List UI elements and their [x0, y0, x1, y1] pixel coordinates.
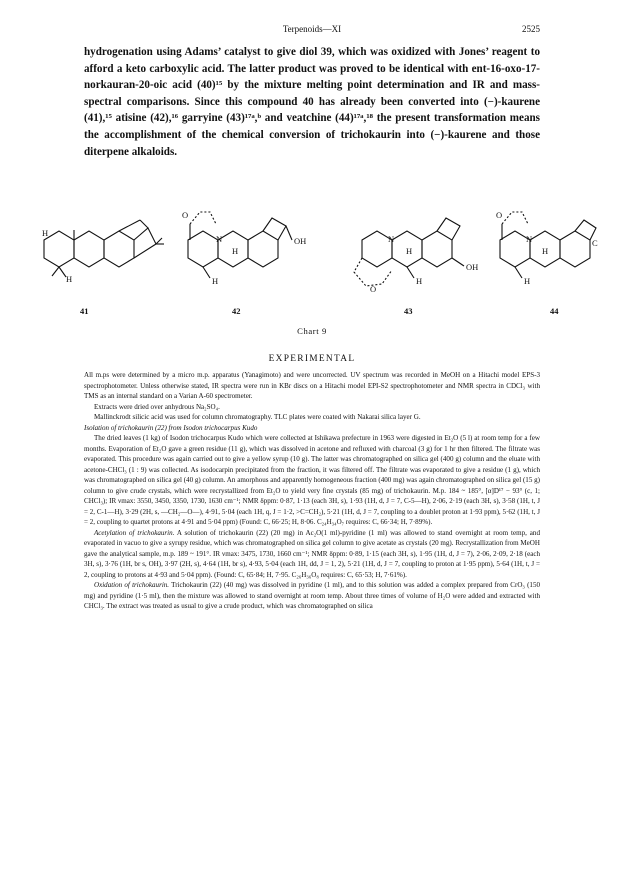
exp-paragraph-text: A solution of trichokaurin (22) (20 mg) in Ac₂O(1 ml)-pyridine (1 ml) was allowed to stand overnight at room temp, and evaporated in vacuo to give a syrupy residue, which was chromatographed on silica gel column to give acetate as crystals (20 mg). Recrystallization from MeOH gave the analytical sample, m.p. 189 ~ 191°. IR νmax: 3475, 1730, 1660 cm⁻¹; NMR δppm: 0·89, 1·15 (each 3H, s), 1·95 (1H, d, J = 7), 2·06, 2·09, 2·18 (each 3H, s), 3·76 (1H, br s, OH), 3·97 (2H, s), 4·64 (1H, br s), 4·93, 5·04 (each 1H, dd, J = 1, 2), 5·21 (1H, d, J = 7, coupling to proton at 1·95 ppm), 5·64 (1H, t, J = 2, coupling to protons at 4·93 and 5·04 ppm). (Found: C, 65·84; H, 7·95. C₂₆H₃₆O₈ requires: C, 65·53; H, 7·61%). [84, 528, 540, 579]
intro-text: hydrogenation using Adams’ catalyst to give diol 39, which was oxidized with Jones’ reagent to afford a keto carboxylic acid. The latter product was proved to be identical with ent-16-oxo-17-norkauran-20-oic acid (40)¹⁵ by the mixture melting point determination and IR and mass-spectral comparisons. Since this compound 40 has already been converted into (−)-kaurene (41),¹⁵ atisine (42),¹⁶ garryine (43)¹⁷ᵃ,ᵇ and veatchine (44)¹⁷ᵃ,¹⁸ the present transformation means the accomplishment of the chemical conversion of trichokaurin into (−)-kaurene and those diterpene alkaloids. [84, 46, 540, 158]
exp-subheading [84, 423, 540, 434]
exp-paragraph-head: Acetylation of trichokaurin. [94, 528, 175, 537]
exp-paragraph-text: The dried leaves (1 kg) of Isodon trichocarpus Kudo which were collected at Ishikawa prefecture in 1963 were digested in Et₂O (5 l) at room temp for a few months. Evaporation of Et₂O gave a green residue (11 g), which was dissolved in acetone and refluxed with charcoal (3 g) for 1 hr then filtered. The filtrate was evaporated. This procedure was again carried out to give a yellow syrup (10 g). The latter was chromatographed on silica gel (400 g) column and the eluate with acetone-CHCl₃ (1 : 9) was collected. As isodocarpin precipitated from the fraction, it was filtered off. The filtrate was evaporated to give a residue (1 g), which was chromatographed on silica gel (40 g) column. An amorphous and apparently homogeneous fraction (400 mg) was again chromatographed on silica gel (15 g) column to give crude crystals, which were recrystallized from Et₂O to yield very fine crystals (85 mg) of trichokaurin. M.p. 184 ~ 185°, [α]D¹⁷ − 93° (c, 1; CHCl₃); IR νmax: 3550, 3450, 3350, 1730, 1630 cm⁻¹; NMR δppm: 0·87, 1·13 (each 3H, s), 1·93 (1H, d, J = 7, C-5—H), 2·06, 2·19 (each 3H, s), 3·58 (1H, t, J = 2, C-1—H), 3·29 (2H, s, —CH₂—O—), 4·91, 5·04 (each 1H, q, J = 1·2, >C=CH₂), 5·21 (1H, d, J = 7, coupling to a doublet proton at 1·93 ppm), 5·62 (1H, t, J = 2, coupling to quartet protons at 4·91 and 5·04 ppm) (Found: C, 66·25; H, 8·06. C₂₄H₃₄O₇ requires: C, 66·34; H, 7·89%). [84, 434, 540, 526]
exp-paragraph [84, 412, 540, 423]
compound-43-atom-label: N [388, 234, 395, 244]
compound-44-atom-label: H [524, 276, 531, 286]
structure-drawings [40, 200, 600, 320]
chart-caption: Chart 9 [297, 326, 327, 336]
experimental-section [84, 370, 540, 612]
compound-42-atom-label: OH [294, 236, 307, 246]
compound-43-atom-label: H [416, 276, 423, 286]
compound-42-drawing [188, 212, 292, 278]
exp-paragraph [84, 433, 540, 528]
compound-43-atom-label: O [370, 284, 377, 294]
exp-paragraph-text: Trichokaurin (22) (40 mg) was dissolved in pyridine (1 ml), and to this solution was added a complex prepared from CrO₃ (150 mg) and pyridine (1·5 ml), then the mixture was allowed to stand overnight at room temp. About three times of volume of H₂O were added and extracted with CHCl₃. The extract was treated as usual to give a crude product, which was chromatographed on silica [84, 581, 541, 610]
running-title: Terpenoids—XI [282, 24, 342, 34]
exp-paragraph [84, 402, 540, 413]
exp-paragraph-text: All m.ps were determined by a micro m.p. apparatus (Yanagimoto) and were uncorrected. UV spectrum was recorded in MeOH on a Hitachi model EPS-3 spectrophotometer. Unless otherwise stated, IR spectra were run in KBr discs on a Hitachi model EPI-S2 spectrophotometer and NMR spectra in CDCl₃ with TMS as an internal standard on a Varian A-60 spectrometer. [84, 371, 540, 400]
compound-42-atom-label: H [232, 246, 239, 256]
compound-43-atom-label: OH [466, 262, 479, 272]
compound-44-atom-label: C [592, 238, 598, 248]
compound-44-atom-label: N [526, 234, 533, 244]
compound-number-43: 43 [404, 306, 413, 316]
structure-chart [40, 200, 600, 340]
exp-paragraph [84, 370, 540, 402]
compound-42-atom-label: H [212, 276, 219, 286]
exp-paragraph [84, 528, 540, 581]
compound-41-atom-label: H [66, 274, 73, 284]
exp-subheading-text: Isolation of trichokaurin (22) from Isodon trichocarpus Kudo [84, 423, 258, 432]
compound-43-atom-label: H [406, 246, 413, 256]
compound-number-42: 42 [232, 306, 241, 316]
compound-number-44: 44 [550, 306, 559, 316]
page-number: 2525 [522, 24, 540, 34]
exp-paragraph [84, 580, 540, 612]
compound-44-drawing [500, 212, 596, 278]
compound-41-drawing [44, 220, 164, 277]
section-title-experimental: EXPERIMENTAL [268, 354, 356, 364]
compound-42-atom-label: O [182, 210, 189, 220]
compound-42-atom-label: N [216, 234, 223, 244]
compound-44-atom-label: H [542, 246, 549, 256]
compound-41-atom-label: H [42, 228, 49, 238]
exp-paragraph-text: Mallinckrodt silicic acid was used for column chromatography. TLC plates were coated with Nakarai silica layer G. [94, 413, 421, 421]
exp-paragraph-text: Extracts were dried over anhydrous Na₂SO₄. [94, 402, 220, 411]
compound-44-atom-label: O [496, 210, 503, 220]
compound-number-41: 41 [80, 306, 89, 316]
running-header [84, 24, 540, 38]
exp-paragraph-head: Oxidation of trichokaurin. [94, 581, 170, 589]
intro-paragraph [84, 44, 540, 160]
